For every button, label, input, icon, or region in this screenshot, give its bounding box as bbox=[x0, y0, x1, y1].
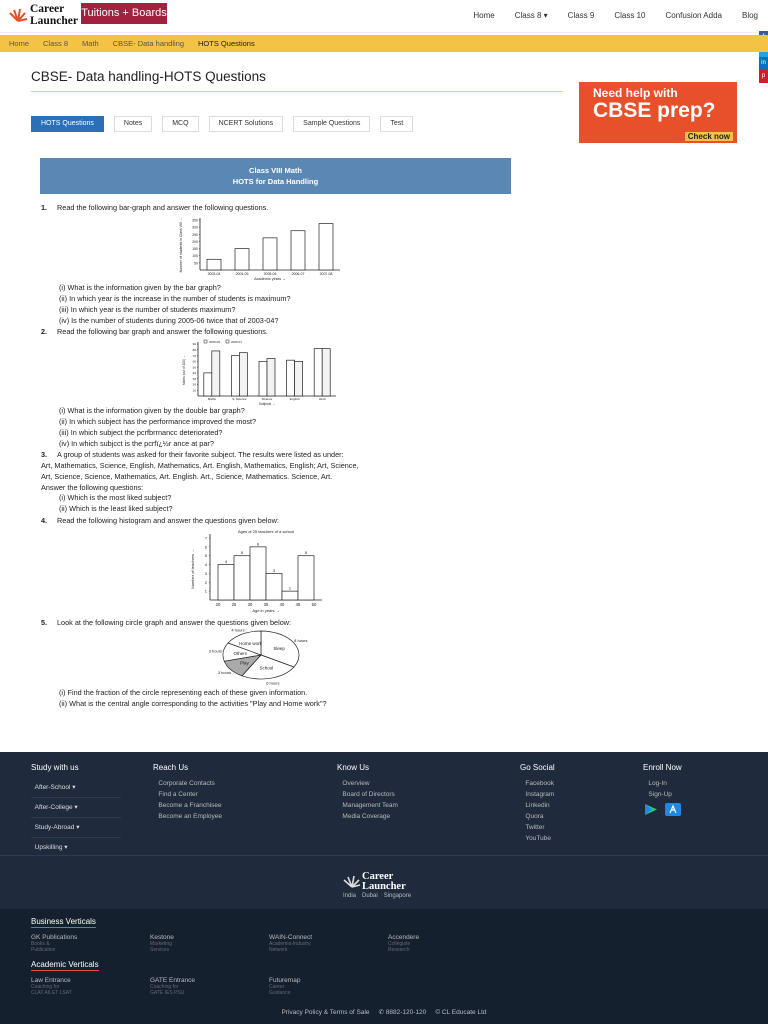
footer-reach-column bbox=[153, 763, 222, 822]
question-number: 3. bbox=[41, 450, 48, 459]
x-tick-label: 2005-06 bbox=[263, 272, 277, 276]
career-launcher-logo[interactable] bbox=[8, 3, 78, 29]
footer-heading: Enroll Now bbox=[643, 763, 682, 772]
logo-star-icon bbox=[343, 875, 361, 889]
y-tick-label: 50 bbox=[192, 365, 196, 370]
footer-link-label: YouTube bbox=[525, 835, 551, 842]
vertical-desc: Academia-Industry bbox=[269, 941, 311, 947]
histogram-bar bbox=[234, 556, 250, 600]
logo-star-icon bbox=[8, 7, 28, 25]
footer-link-label: Management Team bbox=[342, 802, 398, 809]
banner-line2: HOTS for Data Handling bbox=[232, 177, 319, 186]
vertical-desc: Marketing bbox=[150, 941, 172, 947]
vertical-link[interactable] bbox=[388, 934, 419, 953]
bar-2006-07 bbox=[295, 361, 303, 396]
x-tick-label: S. Science bbox=[232, 397, 247, 401]
logo-line1: Career bbox=[30, 3, 65, 15]
question-text: A group of students was asked for their favorite subject. The results were listed as under: bbox=[57, 450, 344, 459]
y-tick-label: 70 bbox=[192, 353, 196, 358]
business-verticals-heading: Business Verticals bbox=[31, 917, 96, 926]
pinterest-share-icon[interactable]: p bbox=[759, 70, 768, 83]
footer-heading: Know Us bbox=[337, 763, 370, 772]
footer-link-label: Corporate Contacts bbox=[158, 780, 215, 787]
vertical-desc: GATE IES PSU bbox=[150, 990, 185, 996]
histogram-bar bbox=[266, 573, 282, 600]
y-tick-label: 40 bbox=[192, 371, 196, 376]
title-divider bbox=[31, 91, 563, 92]
nav-confusion-adda[interactable]: Confusion Adda bbox=[665, 10, 722, 20]
bar-2005-06 bbox=[314, 349, 322, 396]
x-tick-label: 25 bbox=[231, 602, 237, 607]
teachers-age-histogram bbox=[188, 528, 328, 614]
question-text-line: Art, Mathematics, Science, English, Mathematics, Art. English, Mathematics, English; Art, Science, bbox=[41, 461, 359, 470]
footer-link-label: Board of Directors bbox=[342, 791, 395, 798]
slice-label: Play bbox=[240, 660, 249, 666]
x-tick-label: 20 bbox=[215, 602, 221, 607]
sub-question: (ii) What is the central angle corresponding to the activities "Play and Home work"? bbox=[59, 699, 327, 708]
y-tick-label: 350 bbox=[192, 218, 198, 223]
y-tick-label: 4 bbox=[204, 562, 207, 568]
bar-value-label: 4 bbox=[224, 559, 228, 565]
chevron-down-icon: ▾ bbox=[72, 784, 76, 791]
vertical-name: WAIN-Connect bbox=[269, 934, 313, 941]
slice-hours-label: 3 hours bbox=[217, 670, 232, 676]
nav-home[interactable]: Home bbox=[473, 10, 495, 20]
y-tick-label: 100 bbox=[192, 254, 198, 259]
footer-link-label: Become a Franchisee bbox=[158, 802, 222, 809]
breadcrumb-data-handling[interactable]: CBSE- Data handling bbox=[112, 39, 185, 48]
footer-link[interactable] bbox=[520, 822, 555, 833]
footer-heading: Go Social bbox=[520, 763, 555, 772]
y-tick-label: 250 bbox=[192, 232, 198, 237]
breadcrumb-class-8[interactable]: Class 8 bbox=[43, 39, 69, 48]
x-tick-label: 2004-05 bbox=[235, 272, 249, 276]
sub-question: (ii) In which year is the increase in the number of students is maximum? bbox=[59, 294, 291, 303]
footer-study-item[interactable] bbox=[31, 798, 121, 818]
vertical-link[interactable] bbox=[269, 934, 312, 953]
bar-2006-07 bbox=[322, 349, 330, 396]
y-tick-label: 30 bbox=[192, 376, 196, 381]
question-text-line: Answer the following questions: bbox=[41, 483, 144, 492]
x-tick-label: 2003-04 bbox=[207, 272, 221, 276]
ad-line2: CBSE prep? bbox=[593, 99, 716, 122]
main-nav bbox=[473, 0, 758, 30]
footer-link[interactable] bbox=[520, 811, 555, 822]
vertical-link[interactable] bbox=[31, 934, 77, 953]
question-text: Read the following histogram and answer the questions given below: bbox=[57, 516, 279, 525]
x-tick-label: Science bbox=[261, 397, 273, 401]
privacy-link[interactable]: Privacy Policy & Terms of Sale bbox=[281, 1009, 370, 1016]
x-tick-label: 2006-07 bbox=[291, 272, 305, 276]
footer-link[interactable] bbox=[337, 789, 398, 800]
google-play-icon[interactable] bbox=[643, 803, 659, 816]
vertical-desc: CLAT AILET LSAT bbox=[31, 990, 72, 996]
vertical-desc: Collegiate bbox=[388, 941, 411, 947]
y-axis-label: Number of teachers → bbox=[190, 548, 195, 590]
academic-verticals-heading: Academic Verticals bbox=[31, 960, 99, 969]
y-tick-label: 2 bbox=[204, 579, 207, 585]
app-store-icon[interactable] bbox=[665, 803, 681, 816]
footer-locations bbox=[343, 893, 443, 899]
footer-know-column bbox=[337, 763, 398, 822]
phone-icon: ✆ bbox=[378, 1009, 384, 1016]
histogram-bar bbox=[298, 556, 314, 600]
footer-study-item-label: After-School bbox=[34, 784, 71, 791]
y-tick-label: 5 bbox=[204, 553, 207, 559]
slice-hours-label: 4 hours bbox=[231, 628, 245, 633]
chevron-down-icon: ▾ bbox=[64, 844, 68, 851]
footer-study-item[interactable] bbox=[31, 778, 121, 798]
nav-class-10[interactable]: Class 10 bbox=[614, 10, 646, 20]
footer-link-label: Instagram bbox=[525, 791, 555, 798]
vertical-desc: Books & bbox=[31, 941, 50, 947]
footer-link-label: Twitter bbox=[525, 824, 545, 831]
breadcrumb-current: HOTS Questions bbox=[198, 39, 255, 48]
x-axis-label: Academic years → bbox=[254, 277, 286, 281]
footer-link[interactable] bbox=[643, 778, 682, 789]
footer-link-label: Log-In bbox=[648, 780, 667, 787]
legend-swatch bbox=[226, 340, 229, 343]
bar bbox=[319, 224, 333, 270]
footer-study-item-label: Upskilling bbox=[34, 844, 63, 851]
y-tick-label: 300 bbox=[192, 225, 198, 230]
y-tick-label: 80 bbox=[192, 347, 196, 352]
y-axis-label: Number of students in Class VIII → bbox=[179, 217, 183, 273]
vertical-link[interactable] bbox=[31, 977, 72, 996]
y-tick-label: 20 bbox=[192, 382, 196, 387]
footer-link[interactable] bbox=[337, 778, 398, 789]
x-axis-label: Age in years → bbox=[252, 608, 280, 613]
slice-hours-label: 3 hours bbox=[208, 648, 223, 654]
legend-swatch bbox=[204, 340, 207, 343]
y-tick-label: 90 bbox=[192, 342, 196, 347]
vertical-desc: Network bbox=[269, 947, 288, 953]
histogram-bar bbox=[218, 565, 234, 600]
footer-social-column bbox=[520, 763, 555, 844]
top-header bbox=[0, 0, 768, 33]
footer-bottom-bar bbox=[0, 1008, 768, 1016]
sub-question: (iv) In which subjcct is the pcrfï¿½r ance at par? bbox=[59, 439, 214, 448]
footer-link[interactable] bbox=[153, 789, 222, 800]
bar bbox=[263, 238, 277, 270]
nav-class-9[interactable]: Class 9 bbox=[567, 10, 595, 20]
ad-line1: Need help with bbox=[593, 86, 678, 100]
content-banner bbox=[40, 158, 511, 194]
chevron-down-icon: ▾ bbox=[74, 804, 78, 811]
question-text: Read the following bar-graph and answer the following questions. bbox=[57, 203, 269, 212]
slice-label: School bbox=[259, 665, 274, 671]
footer-link[interactable] bbox=[337, 800, 398, 811]
vertical-name: GATE Entrance bbox=[150, 977, 196, 984]
question-2 bbox=[41, 327, 268, 336]
content-tabs bbox=[31, 116, 413, 132]
sub-question: (iv) Is the number of students during 2005-06 twice that of 2003-04? bbox=[59, 316, 279, 325]
x-tick-label: English bbox=[289, 397, 300, 401]
vertical-desc: Services bbox=[150, 947, 170, 953]
bar-2005-06 bbox=[259, 361, 267, 396]
footer-link-label: Linkedin bbox=[525, 802, 550, 809]
footer-link[interactable] bbox=[520, 800, 555, 811]
ad-cta: Check now bbox=[685, 132, 733, 141]
footer-link[interactable] bbox=[643, 789, 682, 800]
vertical-name: Futuremap bbox=[269, 977, 301, 984]
footer-link-label: Media Coverage bbox=[342, 813, 391, 820]
vertical-link[interactable] bbox=[150, 934, 174, 953]
y-tick-label: 10 bbox=[192, 388, 196, 393]
question-4 bbox=[41, 516, 279, 525]
bar-2006-07 bbox=[239, 353, 247, 396]
slice-hours-label: 6 hours bbox=[266, 680, 280, 686]
vertical-name: Accendere bbox=[388, 934, 420, 941]
y-tick-label: 60 bbox=[192, 359, 196, 364]
sub-question: (ii) In which subject has the performance improved the most? bbox=[59, 417, 257, 426]
x-tick-label: 2007-08 bbox=[319, 272, 333, 276]
chevron-down-icon: ▾ bbox=[76, 824, 80, 831]
bar-value-label: 1 bbox=[288, 585, 292, 591]
histogram-bar bbox=[250, 547, 266, 600]
logo-line2: Launcher bbox=[30, 15, 78, 27]
footer-heading: Study with us bbox=[31, 763, 79, 772]
vertical-name: GK Publications bbox=[31, 934, 78, 941]
slice-hours-label: 8 hours bbox=[294, 638, 308, 643]
vertical-name: Kestone bbox=[150, 934, 174, 941]
banner-line1: Class VIII Math bbox=[249, 166, 302, 175]
footer-logo-line2: Launcher bbox=[362, 881, 406, 892]
vertical-desc: Guidance bbox=[269, 990, 291, 996]
bar bbox=[207, 259, 221, 270]
y-tick-label: 1 bbox=[204, 588, 207, 594]
y-tick-label: 7 bbox=[204, 535, 207, 541]
chart-title: Ages of 25 teachers of a school bbox=[237, 529, 295, 534]
vertical-desc: Publication bbox=[31, 947, 56, 953]
question-text: Look at the following circle graph and answer the questions given below: bbox=[57, 618, 292, 627]
vertical-desc: Research bbox=[388, 947, 410, 953]
footer-link[interactable] bbox=[520, 833, 555, 844]
y-axis-label: Marks (out of 100) → bbox=[182, 355, 186, 385]
footer-links bbox=[0, 752, 768, 855]
footer-logo-line1: Career bbox=[362, 871, 394, 882]
footer-study-item[interactable] bbox=[31, 818, 121, 838]
y-tick-label: 50 bbox=[194, 261, 198, 266]
question-text: Read the following bar graph and answer the following questions. bbox=[57, 327, 268, 336]
tab-notes[interactable]: Notes bbox=[114, 116, 152, 132]
nav-class-8-label: Class 8 bbox=[514, 10, 542, 20]
x-tick-label: Maths bbox=[207, 397, 216, 401]
copyright: © CL Educate Ltd bbox=[435, 1009, 487, 1016]
footer-link[interactable] bbox=[337, 811, 398, 822]
question-number: 2. bbox=[41, 327, 48, 336]
bar-2006-07 bbox=[267, 358, 275, 396]
footer-link[interactable] bbox=[153, 800, 222, 811]
slice-label: Home work bbox=[239, 641, 262, 647]
footer-link[interactable] bbox=[520, 778, 555, 789]
x-tick-label: 40 bbox=[279, 602, 285, 607]
x-tick-label: 45 bbox=[295, 602, 301, 607]
vertical-link[interactable] bbox=[269, 977, 300, 996]
slice-label: Sleep bbox=[273, 645, 285, 651]
breadcrumb-home[interactable]: Home bbox=[9, 39, 30, 48]
sub-question: (iii) In which year is the number of students maximum? bbox=[59, 305, 236, 314]
question-1 bbox=[41, 203, 268, 212]
footer-enroll-column bbox=[643, 763, 682, 816]
question-5 bbox=[41, 618, 291, 627]
footer-link-label: Facebook bbox=[525, 780, 554, 787]
legend-label: 2005-06 bbox=[209, 340, 221, 344]
sub-question: (iii) In which subject the pcrfbrrnancc deteriorated? bbox=[59, 428, 223, 437]
tuitions-boards-badge[interactable]: Tuitions + Boards bbox=[81, 3, 167, 24]
footer-link[interactable] bbox=[153, 811, 222, 822]
nav-blog[interactable]: Blog bbox=[741, 10, 758, 20]
tab-hots-questions[interactable]: HOTS Questions bbox=[31, 116, 104, 132]
vertical-name: Law Entrance bbox=[31, 977, 71, 984]
footer-verticals bbox=[0, 909, 768, 1024]
footer-link-label: Become an Employee bbox=[158, 813, 223, 820]
x-axis-label: Subjects → bbox=[258, 402, 276, 406]
sub-question: (i) Find the fraction of the circle representing each of these given information. bbox=[59, 688, 308, 697]
footer-link-label: Find a Center bbox=[158, 791, 198, 798]
students-bar-chart bbox=[176, 214, 352, 282]
phone-number[interactable]: 8882-120-120 bbox=[385, 1009, 427, 1016]
sub-question: (i) What is the information given by the double bar graph? bbox=[59, 406, 245, 415]
tab-mcq[interactable]: MCQ bbox=[162, 116, 198, 132]
bar bbox=[291, 231, 305, 270]
footer-link-label: Quora bbox=[525, 813, 544, 820]
tab-ncert-solutions[interactable]: NCERT Solutions bbox=[209, 116, 284, 132]
vertical-desc: Career bbox=[269, 984, 285, 990]
bar-2005-06 bbox=[287, 360, 295, 396]
sub-question: (ii) Which is the least liked subject? bbox=[59, 504, 173, 513]
legend-label: 2006-07 bbox=[231, 340, 243, 344]
location: India bbox=[343, 893, 357, 899]
question-text-line: Art, Science, Science, Mathematics, Art. English. Art., Science, Mathematics. Science, Art. bbox=[41, 472, 333, 481]
marks-double-bar-chart bbox=[180, 338, 340, 406]
tab-sample-questions[interactable]: Sample Questions bbox=[293, 116, 370, 132]
cbse-prep-ad[interactable] bbox=[579, 82, 737, 143]
x-tick-label: 50 bbox=[311, 602, 317, 607]
y-tick-label: 150 bbox=[192, 247, 198, 252]
page-title: CBSE- Data handling-HOTS Questions bbox=[31, 69, 266, 84]
vertical-link[interactable] bbox=[150, 977, 195, 996]
bar bbox=[235, 249, 249, 270]
histogram-bar bbox=[282, 591, 298, 600]
x-tick-label: 30 bbox=[247, 602, 253, 607]
slice-label: Others bbox=[233, 650, 248, 656]
bar-2006-07 bbox=[212, 351, 220, 396]
y-tick-label: 3 bbox=[204, 570, 207, 576]
breadcrumb-math[interactable]: Math bbox=[82, 39, 99, 48]
x-tick-label: Hindi bbox=[318, 397, 326, 401]
bar-2005-06 bbox=[204, 373, 212, 396]
sub-question: (i) Which is the most liked subject? bbox=[59, 493, 172, 502]
question-3 bbox=[41, 450, 344, 459]
footer-link[interactable] bbox=[153, 778, 222, 789]
question-number: 1. bbox=[41, 203, 48, 212]
footer-study-item-label: After-College bbox=[34, 804, 73, 811]
question-number: 4. bbox=[41, 516, 48, 525]
vertical-desc: Coaching for bbox=[31, 984, 60, 990]
vertical-desc: Coaching for bbox=[150, 984, 179, 990]
footer-brand bbox=[0, 855, 768, 909]
location: Singapore bbox=[383, 893, 412, 899]
linkedin-share-icon[interactable]: in bbox=[759, 57, 768, 70]
breadcrumb bbox=[0, 35, 768, 52]
tab-test[interactable]: Test bbox=[380, 116, 413, 132]
bar-2005-06 bbox=[231, 356, 239, 396]
footer-link-label: Overview bbox=[342, 780, 370, 787]
x-tick-label: 35 bbox=[263, 602, 269, 607]
y-tick-label: 200 bbox=[192, 239, 198, 244]
nav-class-8[interactable] bbox=[515, 11, 548, 20]
footer-heading: Reach Us bbox=[153, 763, 189, 772]
bar-value-label: 6 bbox=[256, 541, 260, 547]
location: Dubai bbox=[362, 893, 378, 899]
bar-value-label: 5 bbox=[304, 550, 308, 556]
bar-value-label: 5 bbox=[240, 550, 244, 556]
chevron-down-icon: ▾ bbox=[543, 10, 548, 20]
footer-link-label: Sign-Up bbox=[648, 791, 672, 798]
question-number: 5. bbox=[41, 618, 48, 627]
sub-question: (i) What is the information given by the bar graph? bbox=[59, 283, 221, 292]
footer-link[interactable] bbox=[520, 789, 555, 800]
y-tick-label: 6 bbox=[204, 544, 207, 550]
footer-study-item-label: Study-Abroad bbox=[34, 824, 75, 831]
activities-circle-graph bbox=[205, 628, 330, 686]
bar-value-label: 3 bbox=[272, 567, 276, 573]
footer-study-column bbox=[31, 763, 121, 858]
